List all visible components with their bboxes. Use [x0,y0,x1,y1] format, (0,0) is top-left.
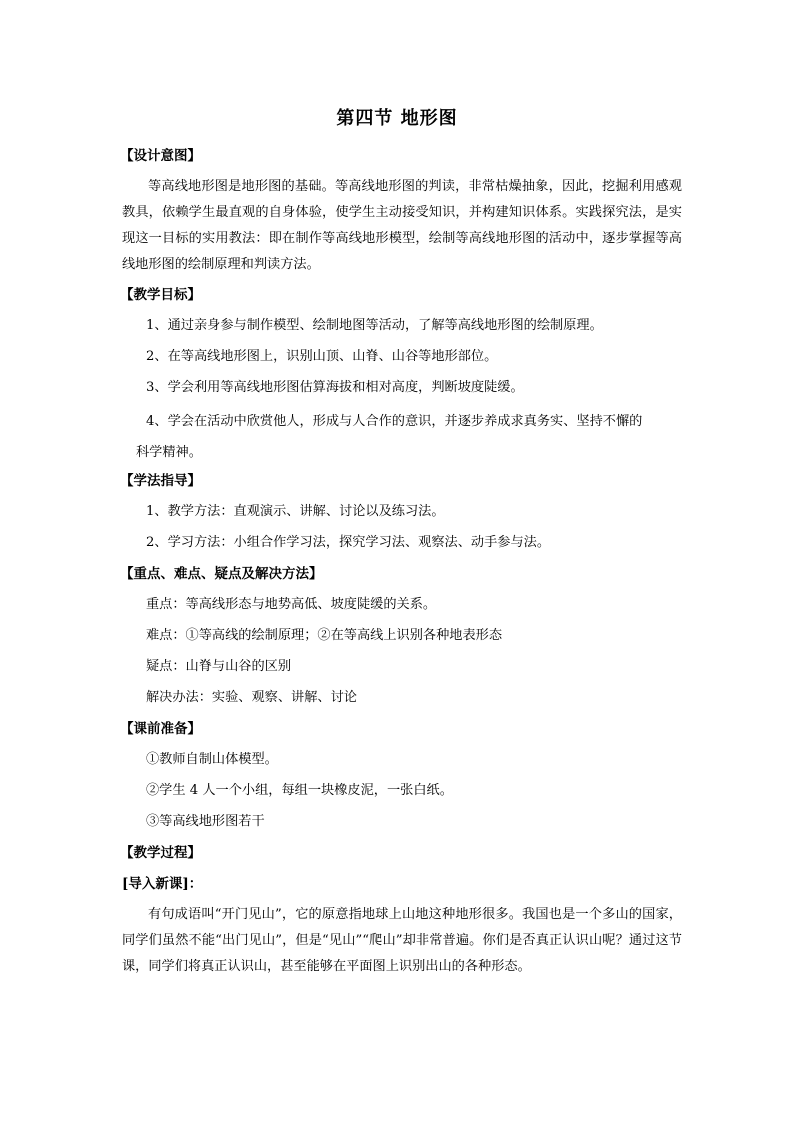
preparation-item-1: ①教师自制山体模型。 [146,752,278,767]
key-point-item-1: 重点：等高线形态与地势高低、坡度陡缓的关系。 [146,597,437,612]
page-title: 第四节 地形图 [336,108,458,129]
paragraph-intro: 有句成语叫“开门见山”，它的原意指地球上山地这种地形很多。我国也是一个多山的国家，同学们虽然不能“出门见山”，但是“见山”“爬山”却非常普遍。你们是否真正认识山呢？通过这节课，同学们将真正认识山，甚至能够在平面图上识别出山的各种形态。 [122,907,682,974]
guidance-item-1: 1、教学方法：直观演示、讲解、讨论以及练习法。 [146,504,445,519]
key-point-item-3: 疑点：山脊与山谷的区别 [146,659,292,674]
heading-preparation: 【课前准备】 [120,721,201,737]
subheading-intro: [导入新课]： [122,876,203,892]
key-point-item-2: 难点：①等高线的绘制原理；②在等高线上识别各种地表形态 [146,628,503,643]
goal-item-2: 2、在等高线地形图上，识别山顶、山脊、山谷等地形部位。 [146,349,498,364]
preparation-item-3: ③等高线地形图若干 [146,814,265,829]
heading-goals: 【教学目标】 [120,287,201,303]
heading-design-intent: 【设计意图】 [120,148,201,164]
goal-item-4 [122,406,682,468]
goal-item-3: 3、学会利用等高线地形图估算海拔和相对高度，判断坡度陡缓。 [146,380,524,395]
paragraph-design-intent: 等高线地形图是地形图的基础。等高线地形图的判读，非常枯燥抽象，因此，挖掘利用感观教具，依赖学生最直观的自身体验，使学生主动接受知识，并构建知识体系。实践探究法，是实现这一目标的实用教法：即在制作等高线地形模型，绘制等高线地形图的活动中，逐步掌握等高线地形图的绘制原理和判读方法。 [122,179,682,272]
heading-process: 【教学过程】 [120,845,201,861]
goal-item-1: 1、通过亲身参与制作模型、绘制地图等活动，了解等高线地形图的绘制原理。 [146,318,603,333]
preparation-item-2: ②学生 4 人一个小组，每组一块橡皮泥，一张白纸。 [146,783,453,798]
goal-item-4-line-2: 科学精神。 [136,445,202,460]
key-point-item-4: 解决办法：实验、观察、讲解、讨论 [146,690,357,705]
guidance-item-2: 2、学习方法：小组合作学习法，探究学习法、观察法、动手参与法。 [146,535,551,550]
heading-key-points: 【重点、难点、疑点及解决方法】 [120,566,323,582]
document-body [122,143,682,984]
goal-item-4-line-1: 4、学会在活动中欣赏他人，形成与人合作的意识，并逐步养成求真务实、坚持不懈的 [146,414,643,429]
heading-guidance: 【学法指导】 [120,473,201,489]
